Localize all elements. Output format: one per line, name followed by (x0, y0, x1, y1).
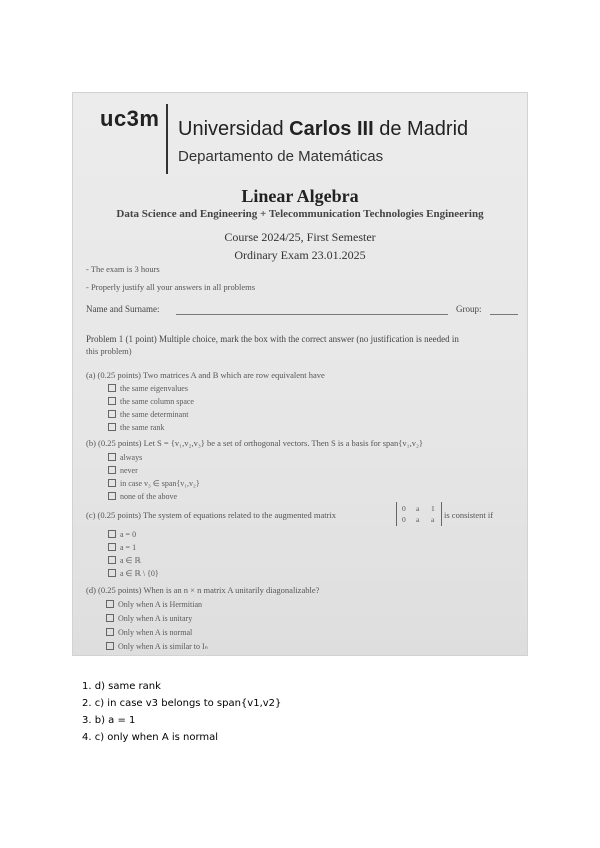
semester-label: Course 2024/25, First Semester (224, 230, 376, 244)
option-item: a = 1 (108, 543, 136, 552)
augmented-matrix (396, 502, 442, 526)
option-item: the same eigenvalues (108, 384, 188, 393)
checkbox-icon (108, 423, 116, 431)
checkbox-icon (108, 410, 116, 418)
exam-sheet-photo (72, 92, 528, 656)
course-title: Linear Algebra (241, 186, 359, 206)
group-label: Group: (456, 304, 482, 314)
checkbox-icon (108, 492, 116, 500)
matrix-entry: a (416, 515, 420, 524)
checkbox-icon (108, 543, 116, 551)
logo-divider (166, 104, 168, 174)
matrix-entry: a (431, 515, 435, 524)
group-field-line (490, 314, 518, 315)
matrix-entry: 0 (402, 515, 406, 524)
uc3m-logo: uc3m (100, 106, 160, 131)
programme-name: Data Science and Engineering + Telecommunication Technologies Engineering (116, 208, 484, 220)
answer-list (82, 678, 281, 746)
option-item: never (108, 466, 138, 475)
option-item: Only when A is Hermitian (106, 600, 202, 609)
exam-label: Ordinary Exam 23.01.2025 (234, 248, 366, 262)
university-name: Universidad Carlos III de Madrid (178, 118, 469, 140)
checkbox-icon (106, 600, 114, 608)
matrix-entry: a (416, 504, 420, 513)
name-field-line (176, 314, 448, 315)
option-item: a ∈ ℝ (108, 556, 141, 565)
question-c: (c) (0.25 points) The system of equations related to the augmented matrix (86, 510, 337, 520)
option-item: always (108, 453, 142, 462)
option-item: a ∈ ℝ \ {0} (108, 569, 159, 578)
question-a: (a) (0.25 points) Two matrices A and B which are row equivalent have (86, 370, 325, 380)
option-item: none of the above (108, 492, 177, 501)
checkbox-icon (108, 530, 116, 538)
checkbox-icon (108, 479, 116, 487)
option-item: Only when A is normal (106, 628, 192, 637)
department-name: Departamento de Matemáticas (178, 148, 384, 165)
checkbox-icon (108, 384, 116, 392)
checkbox-icon (108, 453, 116, 461)
name-label: Name and Surname: (86, 304, 160, 314)
answer-item: 1. d) same rank (82, 681, 161, 692)
option-item: the same column space (108, 397, 194, 406)
answer-item: 4. c) only when A is normal (82, 732, 219, 743)
question-d: (d) (0.25 points) When is an n × n matrix A unitarily diagonalizable? (86, 585, 320, 595)
matrix-entry: 0 (402, 504, 406, 513)
question-b: (b) (0.25 points) Let S = {v₁,v₂,v₃} be a set of orthogonal vectors. Then S is a basis for span{v₁,v₂} (86, 438, 423, 448)
exam-rule: - Properly justify all your answers in all problems (86, 282, 256, 292)
checkbox-icon (108, 466, 116, 474)
checkbox-icon (106, 628, 114, 636)
option-item: Only when A is unitary (106, 614, 192, 623)
option-item: the same determinant (108, 410, 188, 419)
answer-item: 3. b) a = 1 (82, 715, 136, 726)
checkbox-icon (108, 397, 116, 405)
exam-rule: - The exam is 3 hours (86, 264, 160, 274)
checkbox-icon (108, 569, 116, 577)
option-item: in case v₃ ∈ span{v₁,v₂} (108, 479, 200, 488)
problem-heading-cont: this problem) (86, 346, 132, 356)
matrix-entry: 1 (431, 504, 435, 513)
question-c-tail: is consistent if (444, 510, 494, 520)
option-item: Only when A is similar to Iₙ (106, 642, 208, 651)
checkbox-icon (106, 642, 114, 650)
problem-heading: Problem 1 (1 point) Multiple choice, mark the box with the correct answer (no justification is needed in (86, 334, 459, 344)
option-item: a = 0 (108, 530, 136, 539)
option-item: the same rank (108, 423, 164, 432)
checkbox-icon (106, 614, 114, 622)
checkbox-icon (108, 556, 116, 564)
answer-item: 2. c) in case v3 belongs to span{v1,v2} (82, 698, 282, 709)
